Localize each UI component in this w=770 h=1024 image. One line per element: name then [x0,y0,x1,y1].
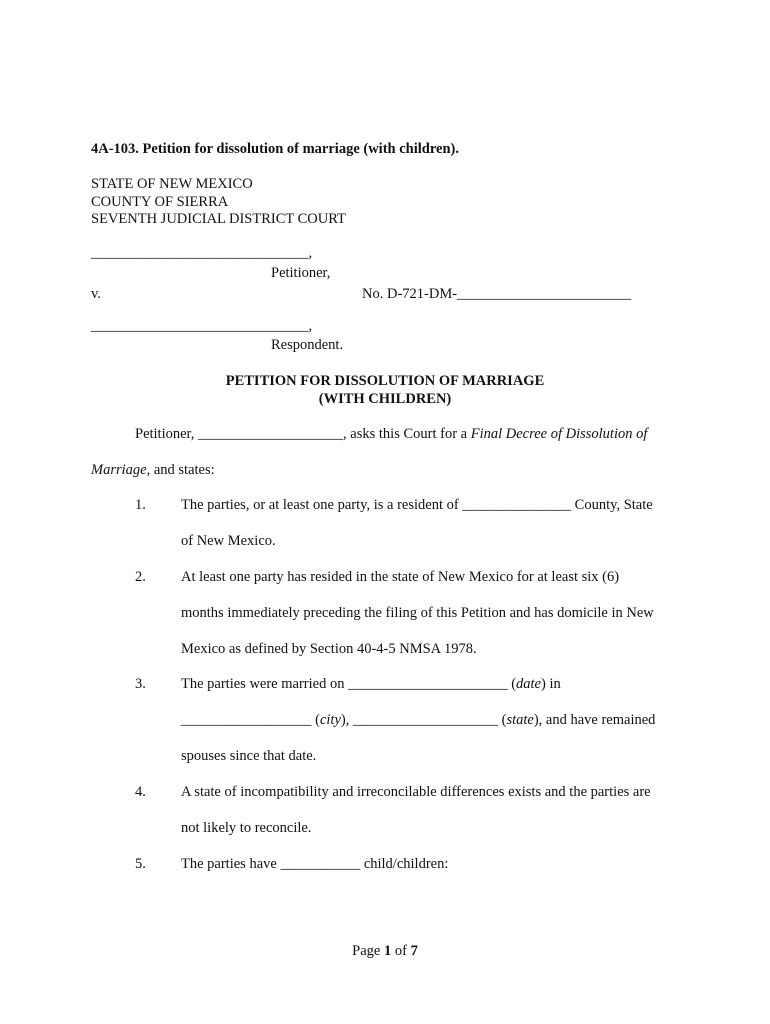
respondent-label: Respondent. [271,337,344,353]
intro-decree-title-end: Marriage [91,462,147,478]
item-3-remained: ), and have remained [533,712,656,728]
case-number: No. D-721-DM-________________________ [362,286,632,302]
footer-page-word: Page [352,943,384,959]
item-4-line1: A state of incompatibility and irreconcilable differences exists and the parties are [181,784,651,800]
petition-heading-line1: PETITION FOR DISSOLUTION OF MARRIAGE [225,373,545,389]
item-3-line3: spouses since that date. [181,748,317,764]
item-2-line1: At least one party has resided in the state of New Mexico for at least six (6) [181,569,620,585]
item-2-line3: Mexico as defined by Section 40-4-5 NMSA 1978. [181,641,477,657]
item-3-number: 3. [135,676,146,692]
petition-heading-line2: (WITH CHILDREN) [318,391,452,407]
intro-text: Petitioner, ____________________, asks this Court for a [135,426,471,442]
footer-page-number: 1 [383,943,392,959]
caption-state: STATE OF NEW MEXICO [91,176,253,192]
form-title: 4A-103. Petition for dissolution of marriage (with children). [91,141,459,157]
item-3-in: ) in [541,676,561,692]
intro-line1 [135,426,647,443]
versus-label: v. [91,286,101,302]
item-3-line1 [181,676,561,693]
item-3-line2 [181,712,655,729]
item-5-number: 5. [135,856,146,872]
petitioner-label: Petitioner, [271,265,331,281]
item-5-line1: The parties have ___________ child/children: [181,856,449,872]
intro-line2 [91,462,215,479]
item-4-number: 4. [135,784,146,800]
item-3-state-blank: ), ____________________ ( [340,712,507,728]
intro-states: , and states: [146,462,215,478]
item-1-line1: The parties, or at least one party, is a resident of _______________ County, State [181,497,653,513]
petitioner-name-blank: ______________________________, [91,245,313,261]
item-3-date-hint: date [516,676,541,692]
caption-county: COUNTY OF SIERRA [91,194,229,210]
respondent-name-blank: ______________________________, [91,318,313,334]
item-2-line2: months immediately preceding the filing of this Petition and has domicile in New [181,605,654,621]
footer-of-word: of [391,943,411,959]
item-3-married-on: The parties were married on ______________________ ( [181,676,517,692]
item-1-line2: of New Mexico. [181,533,276,549]
footer-page-total: 7 [410,943,418,959]
intro-decree-title: Final Decree of Dissolution of [470,426,648,442]
item-1-number: 1. [135,497,146,513]
item-3-city-blank: __________________ ( [181,712,320,728]
item-3-city-hint: city [319,712,341,728]
item-2-number: 2. [135,569,146,585]
item-4-line2: not likely to reconcile. [181,820,312,836]
caption-court: SEVENTH JUDICIAL DISTRICT COURT [91,211,346,227]
page-footer [0,943,770,960]
item-3-state-hint: state [506,712,534,728]
